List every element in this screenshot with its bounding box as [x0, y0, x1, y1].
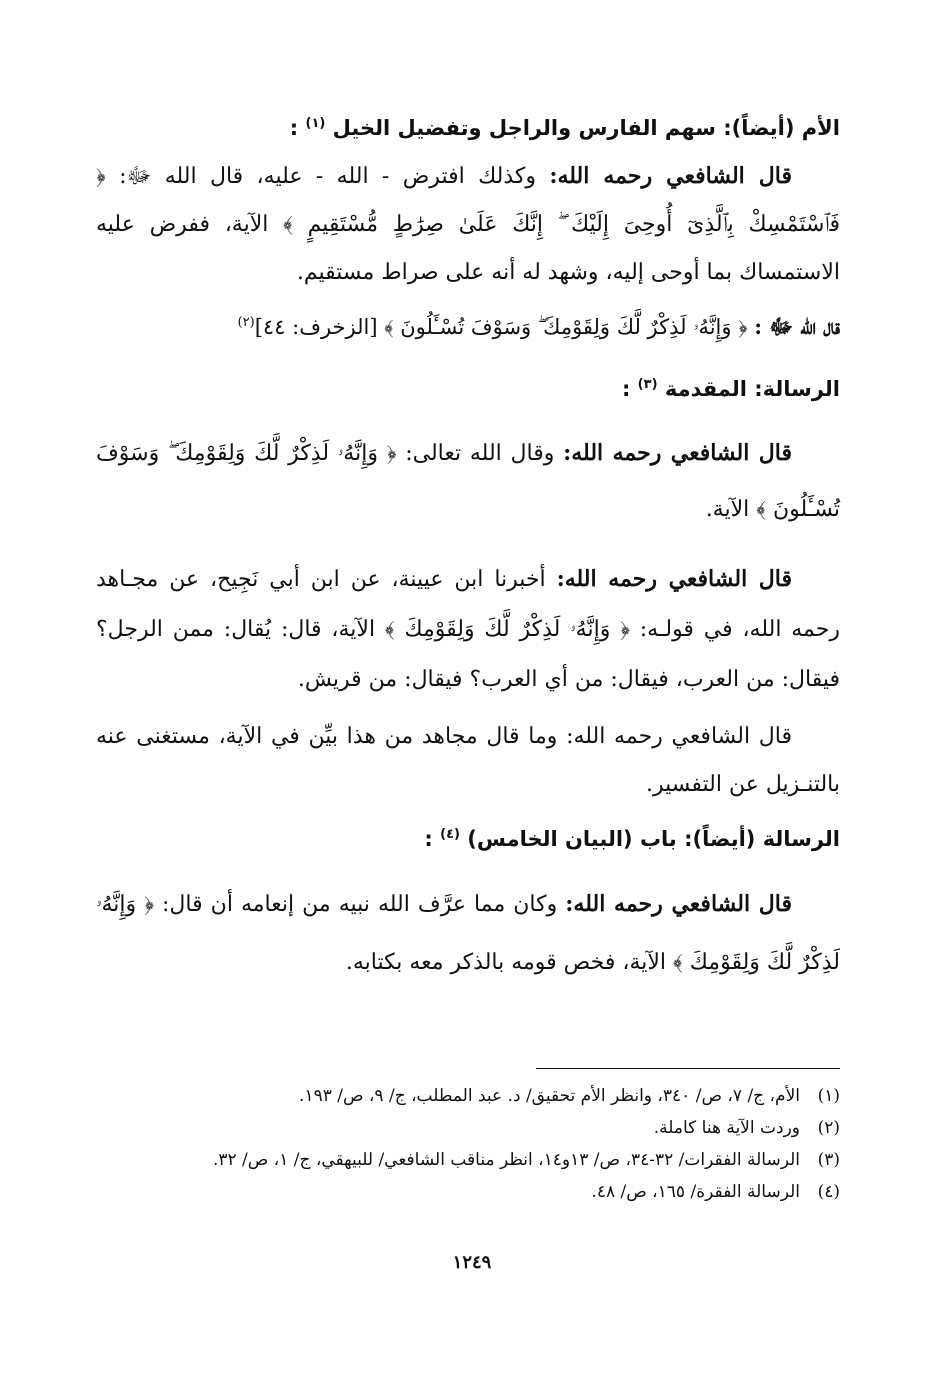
section-heading: [96, 112, 840, 144]
footnote: [96, 1080, 840, 1112]
paragraph-lead: قال الشافعي رحمه الله:: [556, 566, 792, 592]
footnote-text: وردت الآية هنا كاملة.: [653, 1118, 800, 1138]
paragraph-lead: قال الشافعي رحمه الله:: [563, 440, 792, 466]
paragraph: [96, 425, 840, 538]
footnote: [96, 1144, 840, 1176]
footnote-number: (١): [817, 1086, 840, 1106]
footnote-separator: [536, 1068, 840, 1069]
footnote-ref[interactable]: (٢): [237, 315, 255, 330]
paragraph-lead: قال الشافعي رحمه الله:: [565, 891, 793, 917]
heading-text: الأم (أيضاً): سهم الفارس والراجل وتفضيل الخيل: [332, 116, 840, 140]
paragraph-text: وكان مما عرَّف الله نبيه من إنعامه أن قال: ﴿ وَإِنَّهُۥ لَذِكْرٌ لَّكَ وَلِقَوْمِكَ ﴾ الآية، فخص قومه بالذكر معه بكتابه.: [96, 892, 840, 975]
paragraph-text: ﴿ وَإِنَّهُۥ لَذِكْرٌ لَّكَ وَلِقَوْمِكَ ۖ وَسَوْفَ تُسْـَٔلُونَ ﴾ [الزخرف: ٤٤]: [254, 315, 755, 339]
heading-colon: :: [621, 377, 631, 401]
paragraph: [96, 152, 840, 297]
footnote-number: (٣): [817, 1150, 840, 1170]
footnote-ref[interactable]: (٣): [637, 377, 658, 392]
section: [96, 112, 840, 351]
heading-text: الرسالة (أيضاً): باب (البيان الخامس): [467, 827, 840, 851]
heading-colon: :: [424, 827, 433, 851]
heading-text: الرسالة: المقدمة: [664, 377, 840, 401]
paragraph-text: وكذلك افترض - الله - عليه، قال الله ﷻ: ﴿ فَٱسْتَمْسِكْ بِٱلَّذِىٓ أُوحِىَ إِلَيْكَ ۖ إِنَّكَ عَلَىٰ صِرَٰطٍ مُّسْتَقِيمٍ ﴾ الآية، ففرض عليه الاستمساك بما أوحى إليه، وشهد له أنه على صراط مستقيم.: [96, 164, 840, 285]
footnote-ref[interactable]: (١): [305, 116, 326, 131]
section: [96, 373, 840, 809]
footnote-number: (٤): [817, 1182, 840, 1202]
paragraph: [96, 554, 840, 705]
page-number: ١٢٤٩: [452, 1252, 492, 1273]
paragraph: [96, 875, 840, 992]
section-heading: [96, 823, 840, 855]
main-text: [96, 112, 840, 1002]
footnotes: [96, 1080, 840, 1208]
footnote-number: (٢): [817, 1118, 840, 1138]
separator-line: [536, 1068, 840, 1069]
footnote-text: الرسالة الفقرات/ ٣٢-٣٤، ص/ ١٣و١٤، انظر مناقب الشافعي/ للبيهقي، ج/ ١، ص/ ٣٢.: [212, 1150, 800, 1170]
paragraph-text: أخبرنا ابن عيينة، عن ابن أبي نَجِيح، عن مجـاهد رحمه الله، في قولـه: ﴿ وَإِنَّهُۥ لَذِكْرٌ لَّكَ وَلِقَوْمِكَ ﴾ الآية، قال: يُقال: ممن الرجل؟ فيقال: من العرب، فيقال: من أي العرب؟ فيقال: من قريش.: [96, 567, 840, 692]
paragraph: [96, 303, 840, 351]
paragraph-text: وقال الله تعالى: ﴿ وَإِنَّهُۥ لَذِكْرٌ لَّكَ وَلِقَوْمِكَ ۖ وَسَوْفَ تُسْـَٔلُونَ ﴾ الآية.: [96, 441, 840, 522]
paragraph-lead: قال الله ﷻ :: [754, 314, 840, 339]
footnote: [96, 1112, 840, 1144]
footnote-text: الرسالة الفقرة/ ١٦٥، ص/ ٤٨.: [591, 1182, 800, 1202]
footnote-ref[interactable]: (٤): [440, 827, 460, 842]
footnote-text: الأم، ج/ ٧، ص/ ٣٤٠، وانظر الأم تحقيق/ د. عبد المطلب، ج/ ٩، ص/ ١٩٣.: [299, 1086, 800, 1106]
paragraph: [96, 713, 840, 809]
footnote: [96, 1176, 840, 1208]
heading-colon: :: [289, 116, 299, 140]
paragraph-lead: قال الشافعي رحمه الله:: [549, 163, 793, 189]
paragraph-text: قال الشافعي رحمه الله: وما قال مجاهد من هذا بيِّن في الآية، مستغنى عنه بالتنـزيل عن التفسير.: [96, 724, 840, 797]
section-heading: [96, 373, 840, 405]
section: [96, 823, 840, 992]
